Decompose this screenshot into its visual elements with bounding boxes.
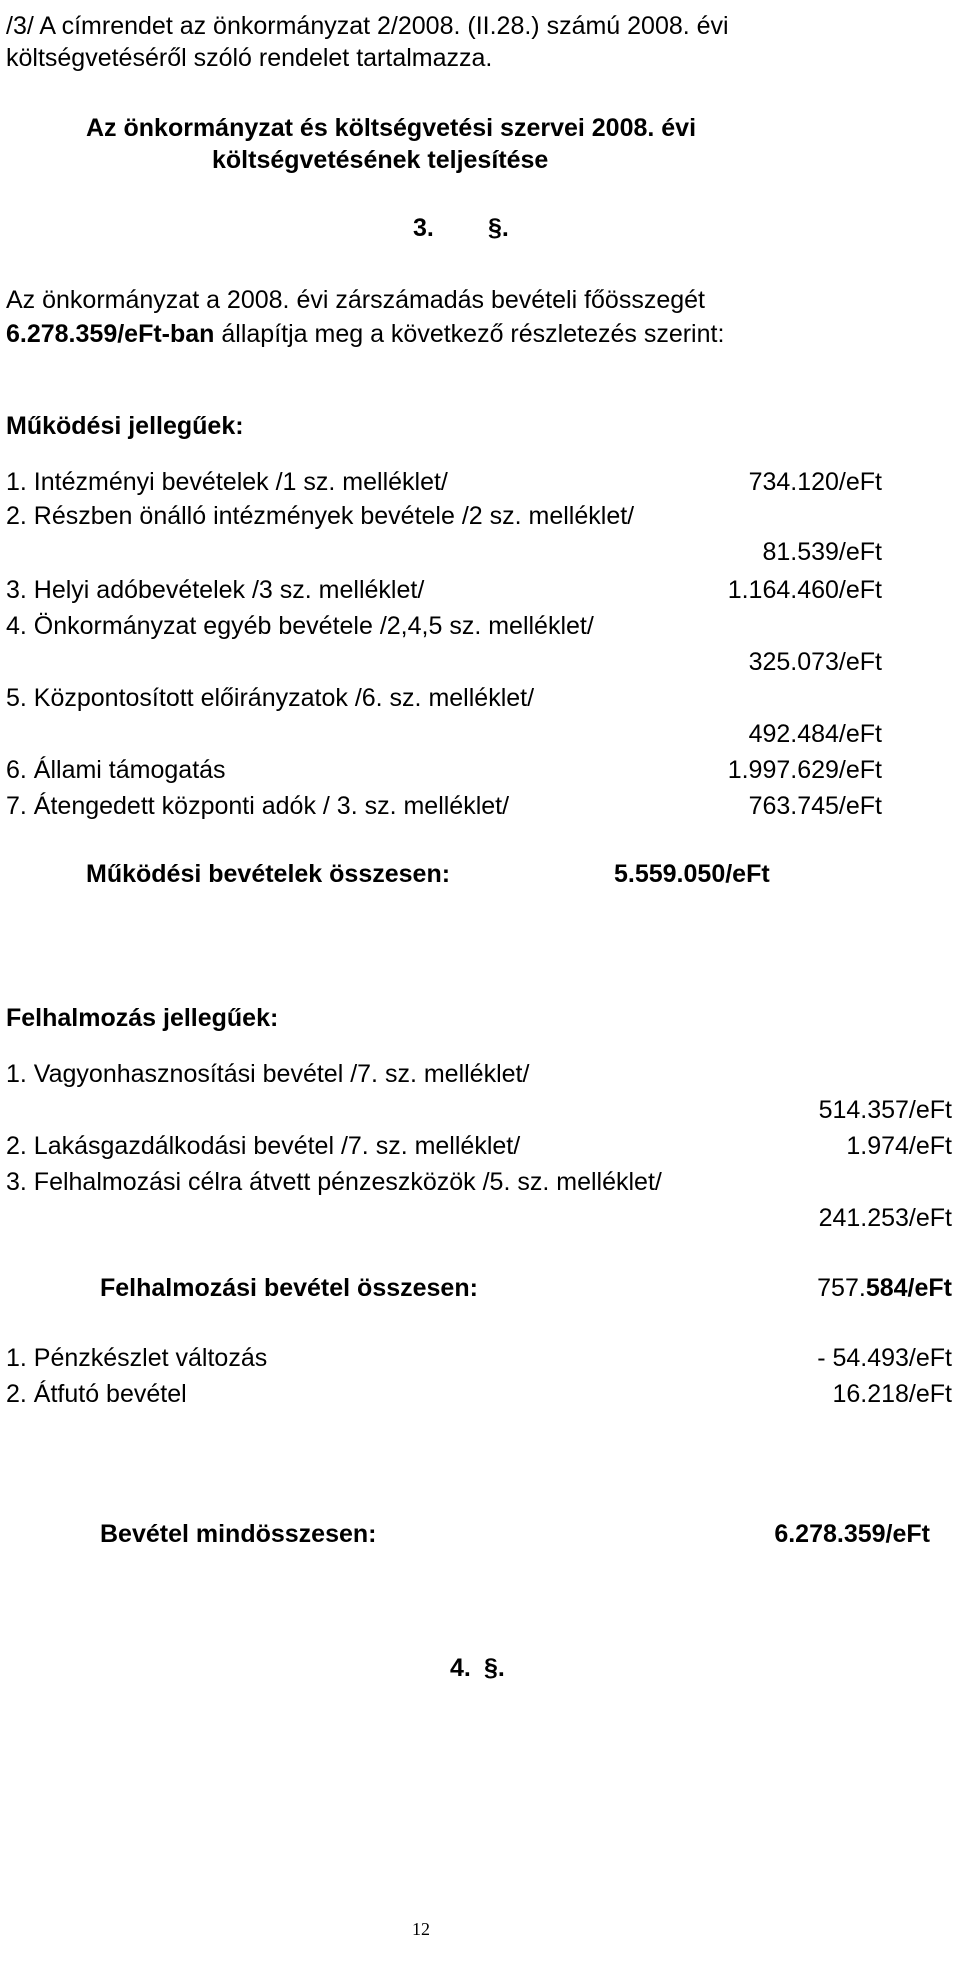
intro-line-1: /3/ A címrendet az önkormányzat 2/2008. (II.28.) számú 2008. évi — [6, 12, 729, 40]
operating-item-7-label: 7. Átengedett központi adók / 3. sz. melléklet/ — [6, 792, 510, 820]
section-3-label: 3. — [413, 214, 434, 242]
operating-item-6-value: 1.997.629/eFt — [727, 756, 882, 784]
operating-item-3-value: 1.164.460/eFt — [727, 576, 882, 604]
capital-item-1-label: 1. Vagyonhasznosítási bevétel /7. sz. melléklet/ — [6, 1060, 530, 1088]
operating-item-4-label: 4. Önkormányzat egyéb bevétele /2,4,5 sz. melléklet/ — [6, 612, 594, 640]
section-3-mark: §. — [488, 214, 509, 242]
capital-title: Felhalmozás jellegűek: — [6, 1004, 279, 1032]
capital-total-value-regular: 757. — [817, 1274, 866, 1302]
section-4-mark: §. — [484, 1654, 505, 1682]
operating-item-3-label: 3. Helyi adóbevételek /3 sz. melléklet/ — [6, 576, 425, 604]
operating-total-label: Működési bevételek összesen: — [86, 860, 451, 888]
operating-total-value: 5.559.050/eFt — [614, 860, 770, 888]
capital-item-3-value: 241.253/eFt — [818, 1204, 952, 1232]
summary-amount: 6.278.359/eFt-ban — [6, 320, 215, 348]
operating-item-1-label: 1. Intézményi bevételek /1 sz. melléklet/ — [6, 468, 448, 496]
capital-total-value-bold: 584/eFt — [865, 1274, 952, 1302]
operating-item-5-value: 492.484/eFt — [748, 720, 882, 748]
operating-item-1-value: 734.120/eFt — [748, 468, 882, 496]
other-item-1-value: - 54.493/eFt — [817, 1344, 952, 1372]
capital-item-3-label: 3. Felhalmozási célra átvett pénzeszközök /5. sz. melléklet/ — [6, 1168, 662, 1196]
operating-item-2-label: 2. Részben önálló intézmények bevétele /2 sz. melléklet/ — [6, 502, 635, 530]
intro-line-2: költségvetéséről szóló rendelet tartalmazza. — [6, 44, 493, 72]
summary-line-1: Az önkormányzat a 2008. évi zárszámadás bevételi főösszegét — [6, 286, 705, 314]
operating-item-7-value: 763.745/eFt — [748, 792, 882, 820]
heading-line-2: költségvetésének teljesítése — [212, 146, 549, 174]
capital-item-1-value: 514.357/eFt — [818, 1096, 952, 1124]
capital-total-value — [817, 1276, 952, 1301]
operating-title: Működési jellegűek: — [6, 412, 244, 440]
operating-item-2-value: 81.539/eFt — [762, 538, 882, 566]
section-4-label: 4. — [450, 1654, 471, 1682]
summary-line-2 — [6, 322, 724, 347]
capital-total-label: Felhalmozási bevétel összesen: — [100, 1274, 478, 1302]
page-number: 12 — [412, 1919, 430, 1939]
other-item-1-label: 1. Pénzkészlet változás — [6, 1344, 268, 1372]
capital-item-2-label: 2. Lakásgazdálkodási bevétel /7. sz. melléklet/ — [6, 1132, 521, 1160]
operating-item-4-value: 325.073/eFt — [748, 648, 882, 676]
grand-total-label: Bevétel mindösszesen: — [100, 1520, 377, 1548]
other-item-2-label: 2. Átfutó bevétel — [6, 1380, 187, 1408]
capital-item-2-value: 1.974/eFt — [846, 1132, 952, 1160]
other-item-2-value: 16.218/eFt — [832, 1380, 952, 1408]
grand-total-value: 6.278.359/eFt — [774, 1520, 930, 1548]
operating-item-5-label: 5. Központosított előirányzatok /6. sz. melléklet/ — [6, 684, 535, 712]
operating-item-6-label: 6. Állami támogatás — [6, 756, 226, 784]
heading-line-1: Az önkormányzat és költségvetési szervei 2008. évi — [86, 114, 697, 142]
summary-line-2-rest: állapítja meg a következő részletezés szerint: — [214, 320, 725, 348]
